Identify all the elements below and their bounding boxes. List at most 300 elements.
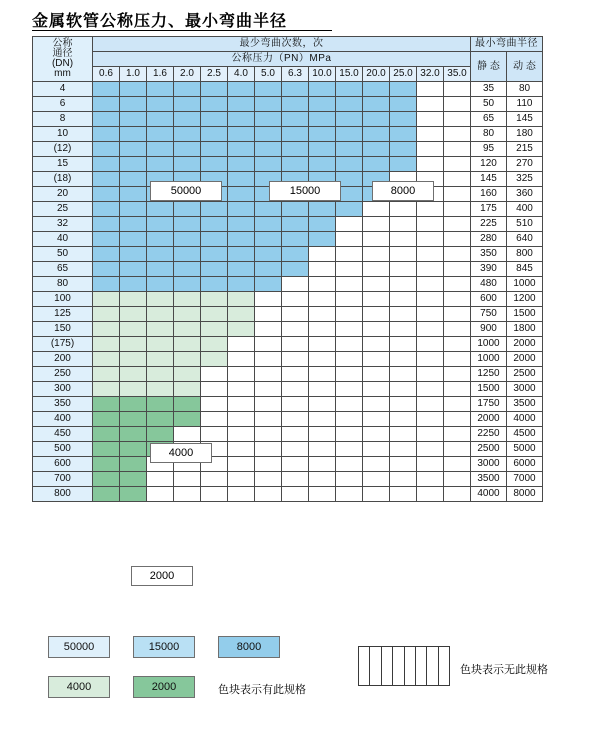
spec-cell (309, 232, 336, 247)
spec-cell (120, 142, 147, 157)
static-radius-value: 2500 (471, 442, 507, 457)
table-row (33, 97, 543, 112)
spec-cell (336, 307, 363, 322)
table-row (33, 367, 543, 382)
spec-cell (120, 157, 147, 172)
spec-cell (174, 157, 201, 172)
spec-cell (363, 247, 390, 262)
spec-cell (336, 82, 363, 97)
spec-cell (282, 292, 309, 307)
spec-cell (363, 472, 390, 487)
spec-cell (417, 322, 444, 337)
spec-cell (282, 382, 309, 397)
spec-cell (120, 307, 147, 322)
spec-cell (228, 277, 255, 292)
spec-cell (390, 412, 417, 427)
spec-cell (120, 82, 147, 97)
spec-cell (93, 232, 120, 247)
dynamic-radius-value: 1800 (507, 322, 543, 337)
spec-cell (201, 157, 228, 172)
spec-cell (93, 97, 120, 112)
spec-cell (147, 292, 174, 307)
spec-cell (336, 277, 363, 292)
callout-box: 50000 (150, 181, 222, 201)
pressure-col-header: 2.0 (174, 67, 201, 82)
spec-cell (390, 367, 417, 382)
spec-cell (120, 247, 147, 262)
spec-cell (147, 247, 174, 262)
spec-cell (336, 232, 363, 247)
spec-cell (120, 367, 147, 382)
spec-cell (228, 127, 255, 142)
spec-cell (444, 442, 471, 457)
spec-cell (174, 352, 201, 367)
spec-cell (336, 367, 363, 382)
bend-count-header: 最少弯曲次数，次 (93, 37, 471, 52)
spec-cell (444, 427, 471, 442)
spec-cell (93, 112, 120, 127)
spec-cell (93, 352, 120, 367)
spec-cell (390, 112, 417, 127)
pressure-header: 公称压力（PN）MPa (93, 52, 471, 67)
spec-cell (309, 157, 336, 172)
spec-cell (174, 82, 201, 97)
spec-cell (336, 202, 363, 217)
spec-cell (417, 82, 444, 97)
table-row (33, 202, 543, 217)
header-row-3 (33, 67, 543, 82)
spec-cell (228, 352, 255, 367)
spec-cell (336, 127, 363, 142)
spec-cell (390, 487, 417, 502)
dn-value: 100 (33, 292, 93, 307)
spec-cell (228, 337, 255, 352)
spec-cell (336, 97, 363, 112)
table-row (33, 142, 543, 157)
spec-cell (282, 97, 309, 112)
table-row (33, 337, 543, 352)
spec-cell (444, 202, 471, 217)
spec-cell (363, 382, 390, 397)
table-row (33, 427, 543, 442)
spec-cell (93, 322, 120, 337)
static-radius-value: 2000 (471, 412, 507, 427)
dn-value: 700 (33, 472, 93, 487)
callout-box: 15000 (269, 181, 341, 201)
spec-cell (93, 412, 120, 427)
spec-cell (390, 292, 417, 307)
spec-cell (309, 382, 336, 397)
legend-sample-cell (393, 647, 404, 685)
spec-cell (147, 112, 174, 127)
spec-cell (255, 307, 282, 322)
spec-cell (255, 262, 282, 277)
static-radius-value: 3000 (471, 457, 507, 472)
spec-cell (444, 127, 471, 142)
header-row-1 (33, 37, 543, 52)
spec-cell (228, 262, 255, 277)
spec-cell (363, 142, 390, 157)
table-row (33, 352, 543, 367)
dynamic-radius-value: 1500 (507, 307, 543, 322)
dn-value: (175) (33, 337, 93, 352)
legend-sample-cell (439, 647, 449, 685)
spec-cell (417, 472, 444, 487)
spec-cell (444, 262, 471, 277)
spec-cell (201, 142, 228, 157)
dynamic-radius-value: 845 (507, 262, 543, 277)
pressure-col-header: 4.0 (228, 67, 255, 82)
spec-cell (93, 262, 120, 277)
spec-cell (228, 307, 255, 322)
static-radius-value: 3500 (471, 472, 507, 487)
static-radius-value: 95 (471, 142, 507, 157)
spec-cell (120, 232, 147, 247)
spec-cell (363, 292, 390, 307)
dn-value: 125 (33, 307, 93, 322)
spec-cell (417, 397, 444, 412)
table-row (33, 397, 543, 412)
table-row (33, 472, 543, 487)
spec-cell (336, 397, 363, 412)
dynamic-radius-value: 4000 (507, 412, 543, 427)
spec-cell (93, 292, 120, 307)
table-row (33, 292, 543, 307)
spec-cell (228, 367, 255, 382)
spec-cell (174, 472, 201, 487)
spec-cell (363, 442, 390, 457)
dynamic-radius-value: 3000 (507, 382, 543, 397)
spec-cell (390, 262, 417, 277)
spec-cell (120, 202, 147, 217)
spec-cell (228, 322, 255, 337)
spec-cell (228, 412, 255, 427)
spec-cell (417, 487, 444, 502)
table-row (33, 112, 543, 127)
spec-cell (255, 142, 282, 157)
spec-cell (120, 172, 147, 187)
spec-cell (363, 262, 390, 277)
spec-cell (444, 187, 471, 202)
spec-cell (309, 322, 336, 337)
spec-cell (444, 367, 471, 382)
static-radius-value: 1000 (471, 352, 507, 367)
dynamic-radius-value: 4500 (507, 427, 543, 442)
spec-cell (309, 427, 336, 442)
spec-cell (363, 487, 390, 502)
spec-cell (93, 172, 120, 187)
spec-cell (174, 337, 201, 352)
static-radius-value: 600 (471, 292, 507, 307)
spec-cell (363, 97, 390, 112)
spec-cell (444, 157, 471, 172)
spec-cell (93, 142, 120, 157)
spec-cell (147, 397, 174, 412)
dn-value: 32 (33, 217, 93, 232)
spec-cell (309, 112, 336, 127)
spec-cell (336, 382, 363, 397)
title-underline (32, 30, 332, 31)
spec-cell (201, 232, 228, 247)
spec-cell (174, 277, 201, 292)
spec-cell (309, 397, 336, 412)
spec-cell (390, 202, 417, 217)
spec-cell (444, 232, 471, 247)
spec-cell (309, 292, 336, 307)
spec-cell (228, 427, 255, 442)
spec-cell (228, 187, 255, 202)
spec-cell (417, 352, 444, 367)
spec-cell (174, 202, 201, 217)
spec-cell (228, 82, 255, 97)
spec-cell (282, 277, 309, 292)
spec-cell (147, 352, 174, 367)
spec-cell (174, 322, 201, 337)
static-radius-value: 50 (471, 97, 507, 112)
spec-cell (174, 262, 201, 277)
spec-cell (417, 457, 444, 472)
spec-cell (390, 217, 417, 232)
spec-cell (201, 367, 228, 382)
spec-cell (417, 292, 444, 307)
pressure-col-header: 6.3 (282, 67, 309, 82)
static-radius-value: 35 (471, 82, 507, 97)
spec-cell (363, 397, 390, 412)
callout-box: 8000 (372, 181, 434, 201)
pressure-col-header: 0.6 (93, 67, 120, 82)
dn-value: 50 (33, 247, 93, 262)
table-row (33, 442, 543, 457)
spec-cell (363, 157, 390, 172)
spec-cell (201, 112, 228, 127)
spec-cell (201, 352, 228, 367)
spec-cell (255, 412, 282, 427)
spec-cell (255, 352, 282, 367)
spec-cell (174, 427, 201, 442)
dynamic-radius-value: 1200 (507, 292, 543, 307)
spec-cell (417, 307, 444, 322)
spec-cell (174, 97, 201, 112)
spec-cell (336, 427, 363, 442)
spec-cell (147, 472, 174, 487)
spec-cell (201, 247, 228, 262)
spec-cell (174, 412, 201, 427)
spec-cell (228, 472, 255, 487)
spec-cell (336, 337, 363, 352)
spec-cell (228, 202, 255, 217)
spec-cell (228, 142, 255, 157)
static-radius-value: 1250 (471, 367, 507, 382)
table-row (33, 247, 543, 262)
spec-cell (201, 127, 228, 142)
static-radius-value: 750 (471, 307, 507, 322)
spec-cell (174, 247, 201, 262)
dn-value: 6 (33, 97, 93, 112)
spec-cell (282, 427, 309, 442)
spec-cell (147, 217, 174, 232)
spec-cell (417, 382, 444, 397)
spec-cell (255, 397, 282, 412)
spec-cell (147, 382, 174, 397)
spec-cell (120, 112, 147, 127)
spec-cell (390, 232, 417, 247)
table-row (33, 262, 543, 277)
spec-cell (390, 247, 417, 262)
spec-cell (444, 307, 471, 322)
spec-cell (282, 112, 309, 127)
spec-cell (417, 277, 444, 292)
spec-cell (282, 472, 309, 487)
spec-cell (417, 412, 444, 427)
spec-cell (120, 97, 147, 112)
legend-swatch-4000: 4000 (48, 676, 110, 698)
legend-sample-cell (416, 647, 427, 685)
spec-cell (309, 307, 336, 322)
dn-header-line3: (DN) (51, 58, 74, 69)
spec-cell (228, 457, 255, 472)
pressure-col-header: 35.0 (444, 67, 471, 82)
table-row (33, 487, 543, 502)
dn-value: 800 (33, 487, 93, 502)
spec-cell (444, 322, 471, 337)
spec-cell (390, 82, 417, 97)
spec-cell (282, 157, 309, 172)
spec-cell (417, 367, 444, 382)
dn-value: 25 (33, 202, 93, 217)
spec-cell (390, 322, 417, 337)
legend-sample-cell (427, 647, 438, 685)
spec-cell (363, 412, 390, 427)
spec-cell (120, 292, 147, 307)
spec-cell (363, 307, 390, 322)
static-radius-value: 145 (471, 172, 507, 187)
static-radius-value: 65 (471, 112, 507, 127)
spec-cell (363, 82, 390, 97)
spec-cell (201, 412, 228, 427)
spec-cell (309, 217, 336, 232)
spec-cell (93, 442, 120, 457)
callout-box: 2000 (131, 566, 193, 586)
static-radius-value: 1750 (471, 397, 507, 412)
spec-cell (201, 97, 228, 112)
dynamic-radius-value: 8000 (507, 487, 543, 502)
spec-cell (309, 487, 336, 502)
dn-value: 150 (33, 322, 93, 337)
spec-cell (228, 217, 255, 232)
dynamic-radius-value: 3500 (507, 397, 543, 412)
spec-cell (444, 172, 471, 187)
spec-cell (363, 457, 390, 472)
spec-cell (201, 217, 228, 232)
spec-cell (390, 472, 417, 487)
spec-cell (255, 292, 282, 307)
spec-cell (174, 112, 201, 127)
spec-cell (255, 157, 282, 172)
spec-cell (147, 142, 174, 157)
spec-cell (255, 487, 282, 502)
dn-value: 200 (33, 352, 93, 367)
spec-cell (147, 157, 174, 172)
dynamic-radius-value: 6000 (507, 457, 543, 472)
dn-value: 10 (33, 127, 93, 142)
table-row (33, 277, 543, 292)
static-radius-value: 480 (471, 277, 507, 292)
static-radius-value: 225 (471, 217, 507, 232)
spec-cell (417, 427, 444, 442)
spec-cell (147, 202, 174, 217)
spec-cell (336, 352, 363, 367)
spec-cell (120, 397, 147, 412)
spec-cell (282, 82, 309, 97)
spec-cell (255, 82, 282, 97)
spec-cell (336, 292, 363, 307)
spec-cell (444, 277, 471, 292)
spec-cell (120, 427, 147, 442)
spec-cell (174, 217, 201, 232)
spec-cell (444, 487, 471, 502)
spec-cell (363, 112, 390, 127)
dn-header-line2: 通径 (52, 48, 73, 59)
table-row (33, 457, 543, 472)
spec-cell (93, 217, 120, 232)
spec-cell (228, 112, 255, 127)
dn-value: 300 (33, 382, 93, 397)
table-row (33, 322, 543, 337)
spec-cell (174, 487, 201, 502)
spec-cell (120, 127, 147, 142)
dn-value: 400 (33, 412, 93, 427)
spec-cell (309, 442, 336, 457)
spec-cell (282, 397, 309, 412)
spec-cell (93, 487, 120, 502)
spec-cell (444, 412, 471, 427)
spec-cell (147, 322, 174, 337)
table-row (33, 382, 543, 397)
page-title: 金属软管公称压力、最小弯曲半径 (32, 13, 288, 30)
spec-cell (228, 442, 255, 457)
legend-sample-cell (382, 647, 393, 685)
spec-cell (390, 277, 417, 292)
spec-cell (201, 427, 228, 442)
legend-swatch-8000: 8000 (218, 636, 280, 658)
static-radius-value: 1000 (471, 337, 507, 352)
spec-cell (228, 247, 255, 262)
table-row (33, 217, 543, 232)
spec-cell (363, 277, 390, 292)
spec-cell (363, 217, 390, 232)
dn-value: 15 (33, 157, 93, 172)
spec-cell (390, 352, 417, 367)
spec-cell (336, 442, 363, 457)
spec-cell (255, 247, 282, 262)
spec-cell (282, 142, 309, 157)
spec-cell (363, 202, 390, 217)
spec-cell (228, 382, 255, 397)
static-radius-value: 80 (471, 127, 507, 142)
spec-cell (417, 232, 444, 247)
pressure-col-header: 1.6 (147, 67, 174, 82)
dn-header-line4: mm (54, 68, 71, 79)
spec-cell (228, 292, 255, 307)
dynamic-radius-value: 7000 (507, 472, 543, 487)
spec-cell (120, 262, 147, 277)
spec-cell (255, 277, 282, 292)
spec-cell (147, 262, 174, 277)
dynamic-radius-value: 145 (507, 112, 543, 127)
spec-cell (120, 487, 147, 502)
spec-cell (120, 442, 147, 457)
spec-cell (201, 337, 228, 352)
